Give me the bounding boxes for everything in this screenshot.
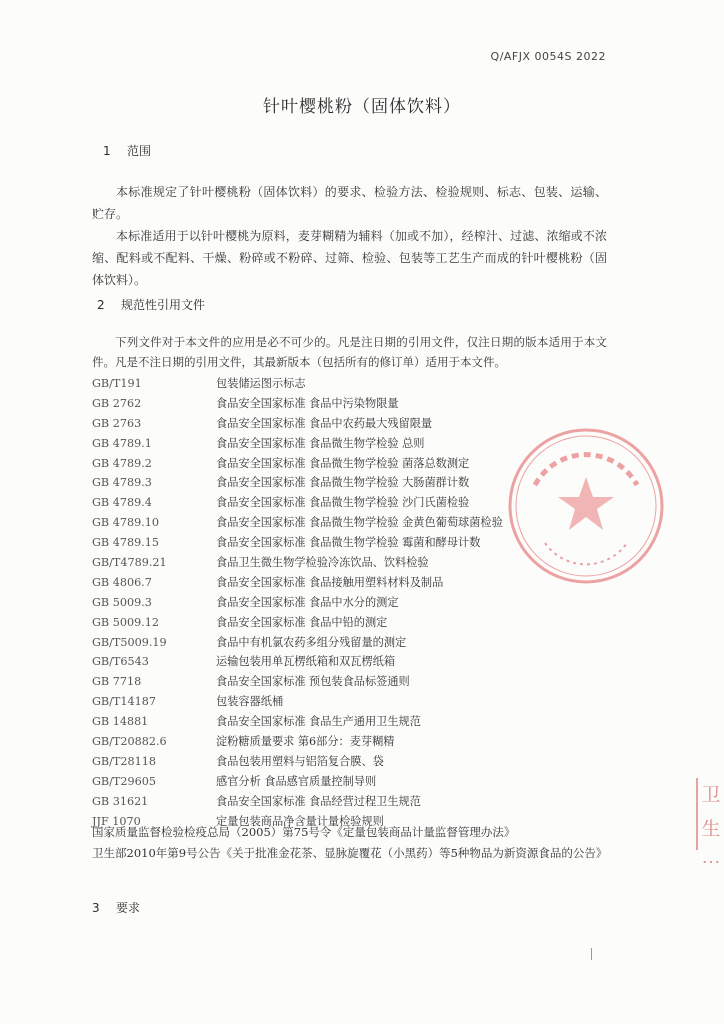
seal-star-icon — [558, 477, 614, 530]
reference-code: GB/T29605 — [92, 774, 156, 788]
section-1-number: 1 — [103, 144, 111, 158]
section-3-title: 要求 — [116, 901, 141, 915]
reference-code: GB/T4789.21 — [92, 556, 167, 570]
reference-code: GB 4789.15 — [92, 536, 159, 550]
section-2-title: 规范性引用文件 — [121, 298, 206, 312]
reference-code: JJF 1070 — [92, 814, 141, 828]
reference-title: 食品安全国家标准 食品微生物学检验 菌落总数测定 — [216, 456, 470, 470]
reference-code: GB 7718 — [92, 675, 142, 689]
section-3-number: 3 — [92, 901, 100, 915]
document-title: 针叶樱桃粉（固体饮料） — [263, 97, 461, 117]
seal-bottom-arc — [545, 543, 627, 564]
reference-row — [92, 394, 612, 414]
section-2-number: 2 — [97, 298, 105, 312]
reference-code: GB 4806.7 — [92, 575, 152, 589]
reference-code: GB 5009.3 — [92, 595, 152, 609]
reference-title: 食品安全国家标准 食品接触用塑料材料及制品 — [216, 575, 444, 589]
reference-code: GB/T28118 — [92, 754, 156, 768]
section-1-title: 范围 — [127, 144, 152, 158]
reference-code: GB 4789.1 — [92, 436, 152, 450]
reference-title: 感官分析 食品感官质量控制导则 — [216, 774, 377, 788]
reference-code: GB 14881 — [92, 715, 149, 729]
section-2-heading — [97, 296, 205, 313]
reference-row — [92, 712, 612, 732]
reference-title: 食品安全国家标准 预包装食品标签通则 — [216, 675, 410, 689]
company-seal-stamp — [505, 425, 667, 587]
reference-title: 食品安全国家标准 食品微生物学检验 金黄色葡萄球菌检验 — [216, 516, 503, 530]
reference-title: 食品安全国家标准 食品中农药最大残留限量 — [216, 416, 433, 430]
reference-row — [92, 672, 612, 692]
scope-paragraph-2: 本标准适用于以针叶樱桃为原料，麦芽糊精为辅料（加或不加），经榨汁、过滤、浓缩或不浓缩、配料或不配料、干燥、粉碎或不粉碎、过筛、检验、包装等工艺生产而成的针叶樱桃粉（固体饮料）。 — [92, 229, 607, 287]
reference-code: GB 31621 — [92, 794, 149, 808]
reference-title: 食品中有机氯农药多组分残留量的测定 — [216, 635, 407, 649]
regulation-notice-1: 国家质量监督检验检疫总局（2005）第75号令《定量包装商品计量监督管理办法》 — [92, 825, 516, 839]
reference-title: 食品安全国家标准 食品中污染物限量 — [216, 396, 399, 410]
side-seal-fragment: 卫生 ⋯ — [696, 778, 724, 850]
reference-row — [92, 772, 612, 792]
reference-code: GB/T191 — [92, 377, 142, 390]
reference-title: 食品安全国家标准 食品微生物学检验 总则 — [216, 436, 425, 450]
reference-code: GB 5009.12 — [92, 615, 159, 629]
reference-title: 食品安全国家标准 食品微生物学检验 霉菌和酵母计数 — [216, 536, 481, 550]
reference-code: GB 2763 — [92, 416, 142, 430]
reference-title: 食品包装用塑料与铝箔复合膜、袋 — [216, 754, 384, 768]
reference-title: 食品卫生微生物学检验冷冻饮品、饮料检验 — [216, 556, 429, 570]
reference-code: GB 4789.2 — [92, 456, 152, 470]
reference-title: 食品安全国家标准 食品生产通用卫生规范 — [216, 715, 421, 729]
references-intro: 下列文件对于本文件的应用是必不可少的。凡是注日期的引用文件，仅注日期的版本适用于本文件。凡是不注日期的引用文件，其最新版本（包括所有的修订单）适用于本文件。 — [92, 335, 607, 369]
reference-row — [92, 633, 612, 653]
page-number-mark — [591, 948, 592, 960]
reference-row — [92, 374, 612, 394]
scope-paragraph-1: 本标准规定了针叶樱桃粉（固体饮料）的要求、检验方法、检验规则、标志、包装、运输、贮存。 — [92, 185, 607, 221]
reference-row — [92, 792, 612, 812]
reference-title: 淀粉糖质量要求 第6部分：麦芽糊精 — [216, 735, 395, 749]
reference-row — [92, 692, 612, 712]
reference-code: GB/T5009.19 — [92, 635, 167, 649]
regulation-notice-2: 卫生部2010年第9号公告《关于批准金花茶、显脉旋覆花（小黑药）等5种物品为新资源食品的公告》 — [92, 846, 608, 860]
reference-title: 定量包装商品净含量计量检验规则 — [216, 814, 384, 828]
reference-code: GB/T14187 — [92, 695, 156, 709]
reference-title: 食品安全国家标准 食品中水分的测定 — [216, 595, 399, 609]
reference-code: GB 2762 — [92, 396, 142, 410]
reference-title: 包装储运图示标志 — [216, 377, 306, 390]
reference-row — [92, 752, 612, 772]
standard-code: Q/AFJX 0054S 2022 — [490, 50, 606, 63]
reference-title: 食品安全国家标准 食品微生物学检验 沙门氏菌检验 — [216, 496, 470, 510]
reference-code: GB 4789.10 — [92, 516, 159, 530]
section-1-heading — [103, 142, 151, 159]
reference-row — [92, 732, 612, 752]
reference-row — [92, 652, 612, 672]
reference-title: 运输包装用单瓦楞纸箱和双瓦楞纸箱 — [216, 655, 396, 669]
reference-title: 食品安全国家标准 食品中铅的测定 — [216, 615, 388, 629]
reference-row — [92, 613, 612, 633]
reference-title: 包装容器纸桶 — [216, 695, 284, 709]
reference-code: GB 4789.4 — [92, 496, 152, 510]
reference-row — [92, 593, 612, 613]
section-3-heading — [92, 899, 140, 916]
reference-title: 食品安全国家标准 食品微生物学检验 大肠菌群计数 — [216, 476, 470, 490]
reference-title: 食品安全国家标准 食品经营过程卫生规范 — [216, 794, 421, 808]
reference-code: GB 4789.3 — [92, 476, 152, 490]
reference-code: GB/T20882.6 — [92, 735, 167, 749]
reference-code: GB/T6543 — [92, 655, 149, 669]
